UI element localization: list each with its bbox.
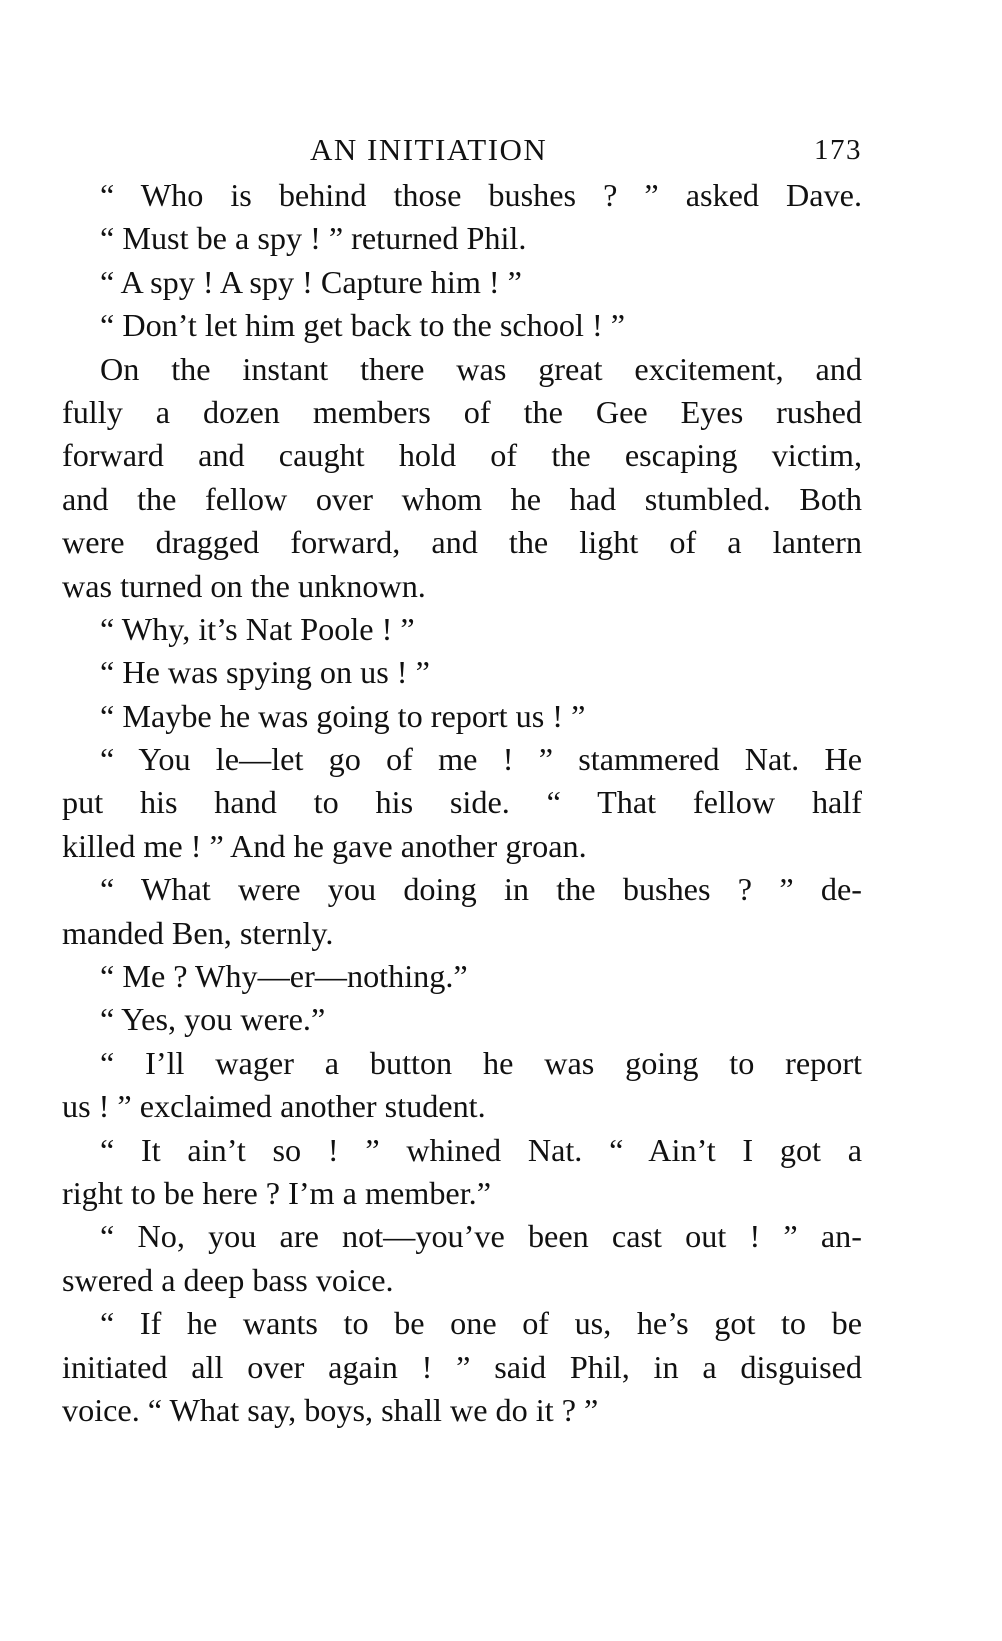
text-line: forward and caught hold of the escaping victim, xyxy=(62,437,862,474)
body-text xyxy=(62,174,862,1432)
text-line: swered a deep bass voice. xyxy=(62,1261,394,1298)
chapter-title: AN INITIATION xyxy=(310,132,548,167)
text-line: were dragged forward, and the light of a lantern xyxy=(62,524,862,561)
text-line: “ A spy ! A spy ! Capture him ! ” xyxy=(100,263,522,300)
text-line: “ Me ? Why—er—nothing.” xyxy=(100,958,468,995)
text-line: On the instant there was great excitement, and xyxy=(100,350,862,387)
text-line: put his hand to his side. “ That fellow half xyxy=(62,784,862,821)
text-line: “ Don’t let him get back to the school ! ” xyxy=(100,307,625,344)
text-line: right to be here ? I’m a member.” xyxy=(62,1174,491,1211)
text-line: “ Yes, you were.” xyxy=(100,1001,326,1038)
text-line: fully a dozen members of the Gee Eyes rushed xyxy=(62,393,862,430)
text-line: “ I’ll wager a button he was going to report xyxy=(100,1044,862,1081)
text-line: voice. “ What say, boys, shall we do it ? ” xyxy=(62,1391,599,1428)
text-line: killed me ! ” And he gave another groan. xyxy=(62,827,587,864)
text-line: “ It ain’t so ! ” whined Nat. “ Ain’t I got a xyxy=(100,1131,862,1168)
text-line: “ Why, it’s Nat Poole ! ” xyxy=(100,610,415,647)
text-line: us ! ” exclaimed another student. xyxy=(62,1088,486,1125)
text-line: manded Ben, sternly. xyxy=(62,914,334,951)
text-line: initiated all over again ! ” said Phil, in a disguised xyxy=(62,1348,862,1385)
text-line: and the fellow over whom he had stumbled. Both xyxy=(62,480,862,517)
page-number: 173 xyxy=(814,134,862,166)
text-line: “ Who is behind those bushes ? ” asked Dave. xyxy=(100,177,862,213)
running-header xyxy=(62,128,862,174)
text-line: “ What were you doing in the bushes ? ” de- xyxy=(100,871,862,908)
book-page xyxy=(62,128,862,1432)
text-line: was turned on the unknown. xyxy=(62,567,426,604)
text-line: “ Maybe he was going to report us ! ” xyxy=(100,697,586,734)
text-line: “ If he wants to be one of us, he’s got to be xyxy=(100,1305,862,1342)
text-line: “ He was spying on us ! ” xyxy=(100,654,430,691)
text-line: “ Must be a spy ! ” returned Phil. xyxy=(100,220,527,257)
text-line: “ You le—let go of me ! ” stammered Nat. He xyxy=(100,741,862,778)
text-line: “ No, you are not—you’ve been cast out ! ” an- xyxy=(100,1218,862,1255)
